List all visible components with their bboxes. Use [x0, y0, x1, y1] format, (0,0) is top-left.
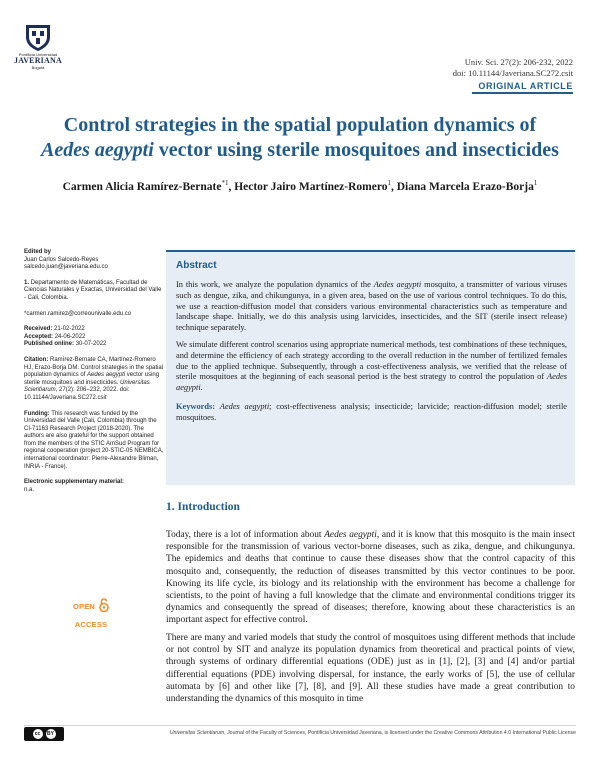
- abstract-paragraph-1: [176, 280, 567, 334]
- edited-by-label: Edited by: [24, 249, 52, 255]
- keywords: [176, 402, 567, 424]
- citation-text-end: , 27(2): 206–232, 2022. doi: 10.11144/Javeriana.SC272.csit: [24, 387, 130, 401]
- by-icon: BY: [47, 731, 54, 737]
- license-statement: [120, 730, 576, 736]
- abstract-p1-species: Aedes aegypti: [373, 280, 422, 289]
- funding-label: Funding:: [24, 410, 50, 417]
- author-separator: ,: [390, 180, 397, 193]
- abstract-p2-text-end: .: [200, 383, 203, 393]
- abstract-paragraph-2: [176, 340, 567, 394]
- editor-name: Juan Carlos Salcedo-Reyes: [24, 256, 99, 263]
- supplementary-block: [24, 479, 164, 494]
- section-heading-introduction: 1. Introduction: [166, 501, 240, 513]
- title-line1: Control strategies in the spatial population dynamics of: [63, 114, 537, 136]
- keywords-list: ; cost-effectiveness analysis; insecticide; larvicide; reaction-diffusion model; sterile mosquitoes.: [176, 401, 567, 422]
- abstract-p1-text: In this work, we analyze the population dynamics of the: [176, 280, 374, 289]
- published-date: 30-07-2022: [75, 341, 107, 348]
- intro-p1-text-end: , and it is know that this mosquito is the main insect responsible for the transmission of various vector-borne diseases, such as zika, dengue, and chikungunya. The epidemics and deaths that continue to cause these diseases show that the control capacity of this mosquito and, consequently, the reduction of diseases transmitted by this vector continues to be poor. Knowing its life cycle, its biology and its relationship with the environment has become a challenge for scientists, to the point of having a full knowledge that the climate and environmental conditions trigger its dynamics and consequently the spread of diseases; therefore, knowing about these characteristics is an important aspect for effective control.: [166, 530, 575, 626]
- open-access-badge[interactable]: [56, 596, 126, 632]
- logo-city: Bogotá: [31, 65, 45, 70]
- cc-by-license-icon[interactable]: [24, 727, 64, 741]
- footer-journal-name: Universitas Scientiarum: [169, 730, 225, 736]
- article-title: [24, 113, 576, 163]
- citation-block: [24, 357, 164, 403]
- abstract-p2-text: We simulate different control scenarios using appropriate numerical methods, test combinations of these techniques, and determine the efficiency of each strategy according to the overall reduction in the number of fertilized females due to the applied technique. Subsequently, through a cost-effectiveness analysis, we verified that the release of sterile mosquitoes at the beginning of each seasonal period is the best strategy to control the population of: [176, 339, 567, 382]
- citation-species: Aedes aegypti: [87, 372, 126, 379]
- author-separator: ,: [228, 180, 235, 193]
- author-1[interactable]: Carmen Alicia Ramírez-Bernate: [62, 180, 222, 193]
- corresponding-email[interactable]: *carmen.ramirez@correounivalle.edu.co: [24, 310, 132, 317]
- logo-wordmark: JAVERIANA: [14, 56, 62, 65]
- author-list: [40, 175, 560, 195]
- abstract-p2-species: Aedes aegypti: [176, 372, 567, 393]
- citation-journal: Universitas Scientiarum: [24, 379, 150, 394]
- affiliation-block: [24, 280, 164, 303]
- affiliation-number: 1.: [24, 279, 30, 286]
- title-line2: vector using sterile mosquitoes and insecticides: [153, 139, 559, 161]
- published-label: Published online:: [24, 341, 75, 348]
- intro-p1-text: Today, there is a lot of information about: [166, 530, 325, 540]
- coat-of-arms-icon: [23, 22, 53, 52]
- dates-block: [24, 326, 164, 349]
- funding-text: This research was funded by the Universidad del Valle (Cali, Colombia) through the CI-71163 Research Project (2018-2020). The authors are also grateful for the support obtained from the members of the STIC AmSud Program for regional cooperation (project 20-STIC-05 NEMBICA, international coordinator: Pierre-Alexandre Bliman, INRIA - France).: [24, 410, 164, 470]
- citation-text-mid: vector using sterile mosquitoes and insecticides.: [24, 372, 160, 386]
- article-sidebar: [24, 249, 164, 502]
- abstract-box: [166, 250, 575, 485]
- accepted-date: 24-06-2022: [54, 333, 86, 340]
- supplementary-value: n.a.: [24, 486, 35, 493]
- editor-email[interactable]: salcedo.juan@javeriana.edu.co: [24, 264, 108, 271]
- cc-icon: cc: [33, 729, 43, 739]
- logo-line1: Pontificia Universidad: [18, 52, 58, 57]
- footer-divider: [24, 725, 576, 726]
- keyword-species: Aedes aegypti: [219, 401, 270, 411]
- author-3-affil: 1: [533, 179, 538, 187]
- intro-paragraph-2: There are many and varied models that study the control of mosquitoes using different methods that include or not control by SIT and analyze its population dynamics from theoretical and practical points of view, through systems of ordinary differential equations (ODE) just as in [1], [2], [3] and [4] and/or partial differential equations (PDE) involving dispersal, for instance, the early works of [5], the use of cellular automata by [6] and other like [7], [8], and [9]. All these studies have made a great contribution to understanding the dynamics of this mosquito in time: [166, 633, 575, 705]
- citation-text: Ramírez-Bernate CA, Martínez-Romero HJ, Erazo-Borja DM. Control strategies in the spatial population dynamics of: [24, 356, 164, 379]
- title-species: Aedes aegypti: [41, 139, 154, 161]
- funding-block: [24, 411, 164, 472]
- journal-volume: Univ. Sci. 27(2): 206-232, 2022: [464, 57, 573, 67]
- abstract-title: Abstract: [176, 260, 217, 271]
- open-access-label-access: ACCESS: [74, 620, 108, 629]
- intro-p1-species: Aedes aegypti: [324, 530, 377, 540]
- accepted-label: Accepted:: [24, 333, 54, 340]
- author-2-affil: 1: [387, 179, 391, 187]
- article-doi[interactable]: doi: 10.11144/Javeriana.SC272.csit: [452, 68, 573, 78]
- keywords-label: Keywords:: [176, 401, 216, 411]
- open-access-label-open: OPEN: [72, 602, 96, 611]
- article-type-badge: ORIGINAL ARTICLE: [472, 81, 573, 94]
- journal-reference: [453, 57, 573, 79]
- footer-license-text: , Journal of the Faculty of Sciences, Pontificia Universidad Javeriana, is licensed under the Creative Commons Attribution 4.0 International Public License: [224, 730, 576, 736]
- citation-label: Citation:: [24, 356, 49, 363]
- author-1-affil: *1: [221, 179, 229, 187]
- supplementary-label: Electronic supplementary material:: [24, 479, 125, 486]
- university-logo: [10, 22, 66, 70]
- author-2[interactable]: Hector Jairo Martínez-Romero: [234, 180, 388, 193]
- editor-block: [24, 249, 164, 272]
- intro-paragraph-1: [166, 529, 575, 627]
- open-lock-icon: [99, 598, 109, 612]
- affiliation-text: Departamento de Matemáticas, Facultad de Ciencias Naturales y Exactas, Universidad del Valle - Cali, Colombia.: [24, 279, 162, 301]
- author-3[interactable]: Diana Marcela Erazo-Borja: [396, 180, 534, 193]
- abstract-p1-text-end: mosquito, a transmitter of various viruses such as dengue, zika, and chikungunya, in a given area, based on the use of various control techniques. To do this, we use a reaction-diffusion model that considers various environmental characteristics such as temperature and landscape shape. Initially, we do this analysis using larvicides, insecticides, and the SIT (sterile insect release) technique separately.: [176, 280, 567, 333]
- received-date: 21-02-2022: [54, 326, 85, 333]
- received-label: Received:: [24, 326, 53, 333]
